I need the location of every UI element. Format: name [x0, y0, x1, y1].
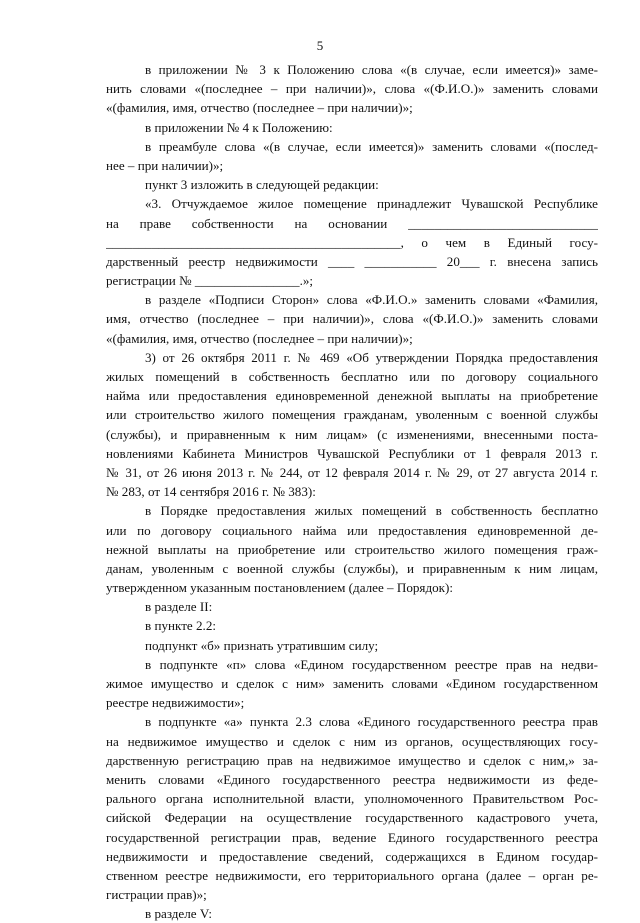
text-line: в разделе V: — [145, 906, 212, 922]
text-line: реестре недвижимости»; — [106, 695, 245, 711]
text-line: «(фамилия, имя, отчество (последнее – при наличии)»; — [106, 330, 413, 346]
text-line: в Порядке предоставления жилых помещений в собственность бесплатно — [145, 503, 598, 519]
page-number: 5 — [316, 38, 324, 53]
text-line: дарственную регистрацию прав на недвижимое имущество и сделок с ним,» за- — [106, 752, 598, 768]
text-line: новлениями Кабинета Министров Чувашской Республики от 1 февраля 2013 г. — [106, 445, 598, 461]
text-line: имя, отчество (последнее – при наличии)», слова «(Ф.И.О.)» заменить словами — [106, 311, 598, 327]
text-line: гистрации прав)»; — [106, 887, 207, 903]
text-line: жилых помещений в собственность бесплатно или по договору социального — [106, 369, 598, 384]
text-line: в подпункте «п» слова «Едином государственном реестре прав на недви- — [145, 656, 598, 672]
text-line: в пункте 2.2: — [145, 618, 217, 634]
text-line: в приложении № 3 к Положению слова «(в случае, если имеется)» заме- — [145, 62, 598, 77]
document-body — [106, 60, 598, 923]
text-line: нежной выплаты на приобретение или строительство жилого помещения граж- — [106, 541, 598, 557]
text-line: данам, уволенным с военной службы (службы), и приравненным к ним лицам, — [106, 560, 598, 576]
text-line: нее – при наличии)»; — [106, 157, 224, 173]
text-line: ственном реестре недвижимости, его территориального органа (далее – орган ре- — [106, 867, 598, 883]
text-line: недвижимости и предоставление сведений, содержащихся в Едином государ- — [106, 848, 598, 864]
text-line: дарственный реестр недвижимости ____ ___________ 20___ г. внесена запись — [106, 253, 598, 269]
text-line: № 283, от 14 сентября 2016 г. № 383): — [106, 484, 316, 500]
text-line: или по договору социального найма или предоставления единовременной де- — [106, 522, 598, 538]
text-line: 3) от 26 октября 2011 г. № 469 «Об утверждении Порядка предоставления — [145, 349, 598, 365]
text-line: утвержденном указанным постановлением (далее – Порядок): — [106, 580, 454, 596]
text-line: менить словами «Единого государственного реестра недвижимости из феде- — [106, 771, 598, 787]
text-line: рального органа исполнительной власти, уполномоченного Правительством Рос- — [106, 791, 598, 807]
text-line: в приложении № 4 к Положению: — [145, 119, 333, 135]
text-line: в разделе «Подписи Сторон» слова «Ф.И.О.» заменить словами «Фамилия, — [145, 292, 598, 308]
text-line: жимое имущество и сделок с ним» заменить словами «Едином государственном — [106, 676, 598, 691]
text-line: подпункт «б» признать утратившим силу; — [145, 637, 379, 653]
text-line: (службы), и приравненным к ним лицам» (с изменениями, внесенными поста- — [106, 426, 598, 442]
text-line: в преамбуле слова «(в случае, если имеется)» заменить словами «(послед- — [145, 138, 598, 154]
text-line: или строительство жилого помещения гражданам, уволенным с военной службы — [106, 407, 598, 423]
text-line: _____________________________________________, о чем в Единый госу- — [106, 234, 598, 250]
text-line: «(фамилия, имя, отчество (последнее – при наличии)»; — [106, 100, 413, 116]
text-line: сийской Федерации на осуществление государственного кадастрового учета, — [106, 810, 598, 826]
text-line: пункт 3 изложить в следующей редакции: — [145, 177, 379, 193]
text-line: государственной регистрации прав, ведение Единого государственного реестра — [106, 829, 598, 845]
text-line: в разделе II: — [145, 599, 213, 615]
text-line: регистрации № ________________.»; — [106, 273, 314, 289]
text-line: № 31, от 26 июня 2013 г. № 244, от 12 февраля 2014 г. № 29, от 27 августа 2014 г. — [106, 464, 598, 480]
text-line: нить словами «(последнее – при наличии)», слова «(Ф.И.О.)» заменить словами — [106, 81, 598, 97]
text-line: найма или предоставления единовременной денежной выплаты на приобретение — [106, 388, 598, 404]
text-line: на недвижимое имущество и сделок с ним из органов, осуществляющих госу- — [106, 733, 598, 749]
text-line: на праве собственности на основании _____________________________ — [106, 215, 598, 231]
text-line: в подпункте «а» пункта 2.3 слова «Единого государственного реестра прав — [145, 714, 598, 730]
text-line: «3. Отчуждаемое жилое помещение принадлежит Чувашской Республике — [145, 196, 598, 212]
